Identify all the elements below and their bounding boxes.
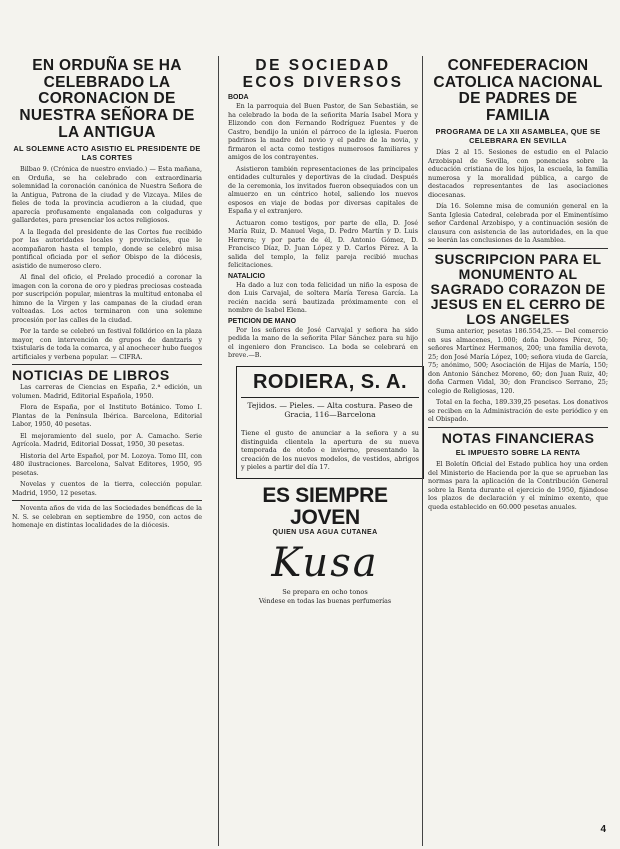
paragraph: En la parroquia del Buen Pastor, de San Sebastián, se ha celebrado la boda de la señorita María Isabel Mora y Elizondo con don Fernando Rodríguez Fuentes y de Castro, bendijo la unión el párroco de la iglesia. Fueron padrinos la madre del novio y el padre de la novia, y firmaron el acta como testigos numerosos familiares y amigos de los contrayentes. [228,102,418,162]
headline-confederacion: CONFEDERACION CATOLICA NACIONAL DE PADRES DE FAMILIA [433,57,603,125]
book-item: Novelas y cuentos de la tierra, colección popular. Madrid, 1950, 12 pesetas. [12,480,202,497]
paragraph: Por la tarde se celebró un festival folklórico en la plaza mayor, con intervención de grupos de dantzaris y txistularis de toda la comarca, y al anochecer hubo fuegos artificiales y verbena popular. — CIFRA. [12,327,202,361]
subhead-orduna: AL SOLEMNE ACTO ASISTIO EL PRESIDENTE DE LAS CORTES [13,143,201,162]
divider [12,364,202,365]
column-left [12,58,202,533]
book-item: Historia del Arte Español, por M. Lozoya. Tomo III, con 480 ilustraciones. Barcelona, Salvat Editores, 1950, 95 pesetas. [12,451,202,477]
section-natalicio: NATALICIO [228,272,266,280]
book-item: Flora de España, por el Instituto Botánico. Tomo I. Plantas de la Península Ibérica. Barcelona, Editorial Labor, 1950, 40 pesetas. [12,403,202,429]
paragraph: Días 2 al 15. Sesiones de estudio en el Palacio Arzobispal de Sevilla, con ponencias sobre la educación cristiana de los hijos, la escuela, la familia numerosa y la moralidad pública, a cargo de destacados representantes de las asociaciones diocesanas. [428,148,608,199]
ad-address: Tejidos. — Pieles. — Alta costura. Paseo de Gracia, 116—Barcelona [247,400,413,419]
paragraph: Suma anterior, pesetas 186.554,25. — Del comercio en sus almacenes, 1.000; doña Dolores Pérez, 50; señores Martínez Hermanos, 200; una familia devota, 25; don José María López, 100; señora viuda de García, 75; anónimo, 500; Asociación de Hijas de María, 150; don Antonio Sánchez Moreno, 60; don Juan Ruiz, 40; doña Carmen Vidal, 30; don Francisco Serrano, 25; colegio de Religiosas, 120. [428,327,608,395]
ad-footer: Véndese en todas las buenas perfumerías [258,598,392,606]
advertisement-kusa [236,485,414,605]
subhead-renta: EL IMPUESTO SOBRE LA RENTA [455,448,581,458]
section-peticion: PETICION DE MANO [228,317,297,325]
headline-libros: NOTICIAS DE LIBROS [12,367,170,384]
divider [428,427,608,428]
divider [428,248,608,249]
headline-sociedad: DE SOCIEDAD ECOS DIVERSOS [242,57,404,91]
paragraph: A la llegada del presidente de las Cortes fue recibido por las autoridades locales y provinciales, que le acompañaron hasta el templo, donde se celebró misa pontifical oficiada por el señor Obispo de la diócesis, asistido de numeroso clero. [12,227,202,270]
ad-body: Tiene el gusto de anunciar a la señora y a su distinguida clientela la apertura de su nueva temporada de otoño e invierno, presentando la creación de los nuevos modelos, de vestidos, abrigos y pieles a partir del día 17. [241,428,419,472]
paragraph: Bilbao 9. (Crónica de nuestro enviado.) — Esta mañana, en Orduña, se ha celebrado con extraordinaria solemnidad la coronación canónica de Nuestra Señora de la Antigua, Patrona de la ciudad y de Vizcaya. Miles de fieles de toda la provincia acudieron a la ciudad, que aparecía profusamente engalanada con colgaduras y gallardetes, para presenciar los actos religiosos. [12,165,202,225]
column-divider [422,56,423,846]
ad-brand: RODIERA, S. A. [241,371,419,398]
column-divider [218,56,219,846]
advertisement-rodiera [236,366,424,479]
page-number: 4 [600,824,606,835]
paragraph: Asistieron también representaciones de las principales entidades culturales y deportivas de la ciudad. Después de la ceremonia, los invitados fueron obsequiados con un almuerzo en un céntrico hotel, saliendo los nuevos esposos en viaje de bodas por diversas capitales de España y el extranjero. [228,164,418,216]
headline-suscripcion: SUSCRIPCION PARA EL MONUMENTO AL SAGRADO CORAZON DE JESUS EN EL CERRO DE LOS ANGELES [430,250,606,328]
ad-footer: Se prepara en ocho tonos [282,588,368,597]
paragraph: Por los señores de José Carvajal y señora ha sido pedida la mano de la señorita Pilar Sánchez para su hijo el ingeniero don Francisco. La boda se celebrará en breve.—B. [228,325,418,360]
paragraph: Día 16. Solemne misa de comunión general en la Santa Iglesia Catedral, celebrada por el Eminentísimo señor Cardenal Arzobispo, y a continuación sesión de clausura con asistencia de las autoridades, en la que se leerán las conclusiones de la Asamblea. [428,202,608,245]
book-item: El mejoramiento del suelo, por A. Camacho. Serie Agrícola. Madrid, Editorial Dossat, 1950, 30 pesetas. [12,431,202,449]
paragraph: Actuaron como testigos, por parte de ella, D. José María Ruiz, D. Manuel Vega, D. Pedro Martín y D. Luis Herrera; y por parte de él, D. Antonio Gómez, D. Francisco Díaz, D. Juan López y D. Carlos Pérez. A la salida del templo, la feliz pareja recibió muchas felicitaciones. [228,218,418,270]
headline-orduna: EN ORDUÑA SE HA CELEBRADO LA CORONACION DE NUESTRA SEÑORA DE LA ANTIGUA [19,57,195,141]
paragraph: El Boletín Oficial del Estado publica hoy una orden del Ministerio de Hacienda por la que se aprueban las normas para la aplicación de la Contribución General sobre la Renta durante el ejercicio de 1950, fijándose los plazos de declaración y el mínimo exento, que queda establecido en 60.000 pesetas anuales. [428,460,608,511]
column-right [428,58,608,514]
subhead-confederacion: PROGRAMA DE LA XII ASAMBLEA, QUE SE CELEBRARA EN SEVILLA [435,126,601,146]
footnote: Noventa años de vida de las Sociedades benéficas de la N. S. se celebran en septiembre de 1950, con actos de homenaje en distintas localidades de la diócesis. [12,504,202,530]
ad-tagline: QUIEN USA AGUA CUTANEA [272,529,378,537]
ad-title: ES SIEMPRE JOVEN [262,483,388,529]
column-middle [228,58,418,605]
paragraph: Al final del oficio, el Prelado procedió a coronar la imagen con la corona de oro y piedras preciosas costeada por suscripción popular, mientras la multitud entonaba el himno de la Virgen y las campanas de la ciudad eran volteadas. Los actos terminaron con una solemne procesión por las calles de la ciudad. [12,273,202,324]
divider [12,500,202,501]
section-boda: BODA [228,94,249,102]
paragraph: Total en la fecha, 189.339,25 pesetas. Los donativos se reciben en la Administración de este periódico y en el Obispado. [428,398,608,424]
book-item: Las carreras de Ciencias en España, 2.ª edición, un volumen. Madrid, Editorial Española, 1950. [12,383,202,400]
kusa-logo: Kusa [271,540,379,587]
headline-financieras: NOTAS FINANCIERAS [441,429,595,446]
paragraph: Ha dado a luz con toda felicidad un niño la esposa de don Luis Carvajal, de soltera María Teresa García. La recién nacida será bautizada próximamente con el nombre de Isabel Elena. [228,280,418,315]
